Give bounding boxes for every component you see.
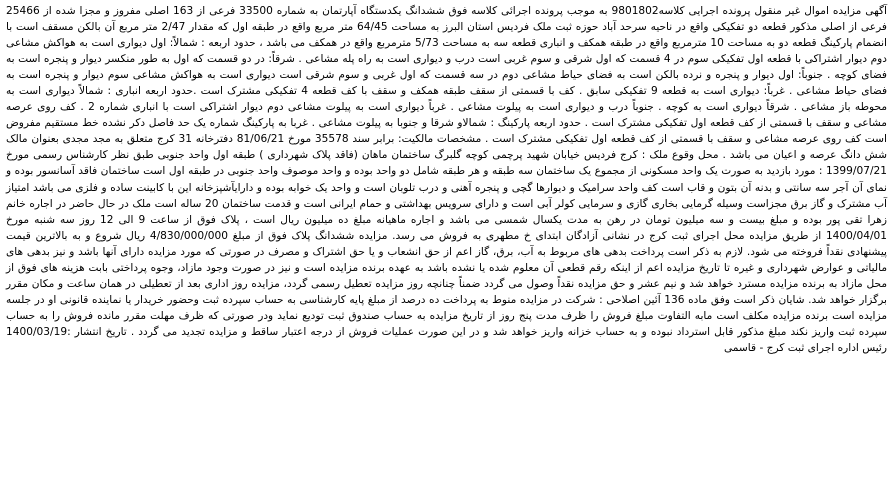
auction-notice-text: آگهی مزایده اموال غیر منقول پرونده اجرایی کلاسه9801802 به موجب پرونده اجرائی کلاسه فوق ششدانگ یکدستگاه آپارتمان به شماره 33500 فرعی از 163 اصلی مفروز و مجزا شده از 25466 فرعی از اصلی مذکور قطعه دو تفکیکی واقع در ناحیه سرحد آباد حوزه ثبت ملک فردیس استان البرز به مساحت 64/45 متر مربع واقع در طبقه اول که مقدار 2/47 متر مربع آن بالکن مسقف است با انضمام پارکینگ قطعه دو به مساحت 10 مترمربع واقع در طبقه همکف و انباری قطعه سه به مساحت 5/73 مترمربع واقع در همکف می باشد ، حدود اربعه : شمالاً: اول دیواری است به هواکش مشاعی دوم دیوار اشتراکی با قطعه اول تفکیکی سوم در 4 قسمت که اول شرقی و سوم غربی است درب و دیواری است به راه پله مشاعی . شرقاً: در دو قسمت که اول به طور منکسر دیوار و پنجره است به فضای کوچه . جنوباً: اول دیوار و پنجره و نرده بالکن است به فضای حیاط مشاعی دوم در سه قسمت که اول غربی و سوم شرقی است دیواری است به هواکش مشاعی سوم دیوار و پنجره است به فضای حیاط مشاعی . غرباً: دیواری است به قطعه 9 تفکیکی سابق . کف با قسمتی از سقف طبقه همکف و سقف با کف قطعه 4 تفکیکی مشترک است .حدود اربعه انباری : شمالاً دیواری است به محوطه باز مشاعی . شرقاً دیواری است به کوچه . جنوباً درب و دیواری است به پیلوت مشاعی . غرباً دیواری است به پیلوت مشاعی دوم دیوار اشتراکی است با انباری شماره 2 . کف روی عرصه مشاعی و سقف با قسمتی از کف قطعه اول تفکیکی مشترک است . حدود اربعه پارکینگ : شمالاو شرقا و جنوبا به پیلوت مشاعی . غربا به پارکینگ شماره یک حد فاصل دکر نشده خط مستقیم مفروض است کف روی عرصه مشاعی و سقف با قسمتی از کف قطعه اول تفکیکی مشترک است . مشخصات مالکیت: برابر سند 35578 مورخ 81/06/21 دفترخانه 31 کرج متعلق به مجد مجدی بعنوان مالک شش دانگ عرصه و اعیان می باشد . محل وقوع ملک : کرج فردیس خیابان شهید پرچمی کوچه گلبرگ ساختمان ماهان (فاقد پلاک شهرداری ) طبقه اول واحد جنوبی طبق نظر کارشناس رسمی مورخ 1399/07/21 : مورد بازدید به صورت یک واحد مسکونی از مجموع یک ساختمان سه طبقه و هر طبقه شامل دو واحد بوده و واحد موصوف واحد جنوبی در طبقه اول است ساختمان فاقد آسانسور بوده و نمای آن آجر سه سانتی و بدنه آن بتون و قاب است کف واحد سرامیک و دیوارها گچی و پنجره آهنی و درب تلوبان است و واحد یک خوابه بوده و دارایآشپزخانه این با کابینت ساده و فلزی می باشد امتیاز آب مشترک و گاز برق مجزاست وسیله گرمایی بخاری گازی و سرمایی کولر آبی است و دارای سرویس بهداشتی و حمام ایرانی است و قدمت ساختمان 20 ساله است ملک در حال حاضر در اجاره خانم زهرا تقی پور بوده و مبلغ بیست و سه میلیون تومان در رهن به مدت یکسال شمسی می باشد و اجاره ماهیانه مبلغ ده میلیون ریال است ، پلاک فوق از ساعت 9 الی 12 روز سه شنبه مورخ 1400/04/01 از طریق مزایده محل اجرای ثبت کرج در نشانی آزادگان ابتدای خ مطهری به فروش می رسد. مزایده ششدانگ پلاک فوق از مبلغ 4/830/000/000 ریال شروع و به بالاترین قیمت پیشنهادی نقداً فروخته می شود. لازم به ذکر است پرداخت بدهی های مربوط به آب، برق، گاز اعم از حق انشعاب و یا حق اشتراک و مصرف در صورتی که مورد مزایده دارای آنها باشد و نیز بدهی های مالیاتی و عوارض شهرداری و غیره تا تاریخ مزایده اعم از اینکه رقم قطعی آن معلوم شده یا نشده باشد به عهده برنده مزایده است و نیز در صورت وجود مازاد، وجوه پرداختی بابت هزینه های فوق از محل مازاد به برنده مزایده مسترد خواهد شد و نیم عشر و حق مزایده نقداً وصول می گردد ضمناً چنانچه روز مزایده تعطیل رسمی گردد، مزایده روز اداری بعد از تعطیلی در همان ساعت و مکان مقرر برگزار خواهد شد. شایان ذکر است وفق ماده 136 آئین اصلاحی : شرکت در مزایده منوط به پرداخت ده درصد از مبلغ پایه کارشناسی به حساب سپرده ثبت وحضور خریدار یا نماینده قانونی او در جلسه مزایده است برنده مزایده مکلف است مابه التفاوت مبلغ فروش را ظرف مدت پنج روز از تاریخ مزایده به حساب صندوق ثبت تودیع نماید ودر صورتی که ظرف مهلت مقرر مانده فروش را به حساب سپرده ثبت واریز نکند مبلغ مذکور قابل استرداد نبوده و به حساب خزانه واریز خواهد شد و در این صورت عملیات فروش از درجه اعتبار ساقط و مزایده تجدید می گردد . تاریخ انتشار :1400/03/19 رئیس اداره اجرای ثبت کرج - قاسمی [6, 5, 888, 354]
